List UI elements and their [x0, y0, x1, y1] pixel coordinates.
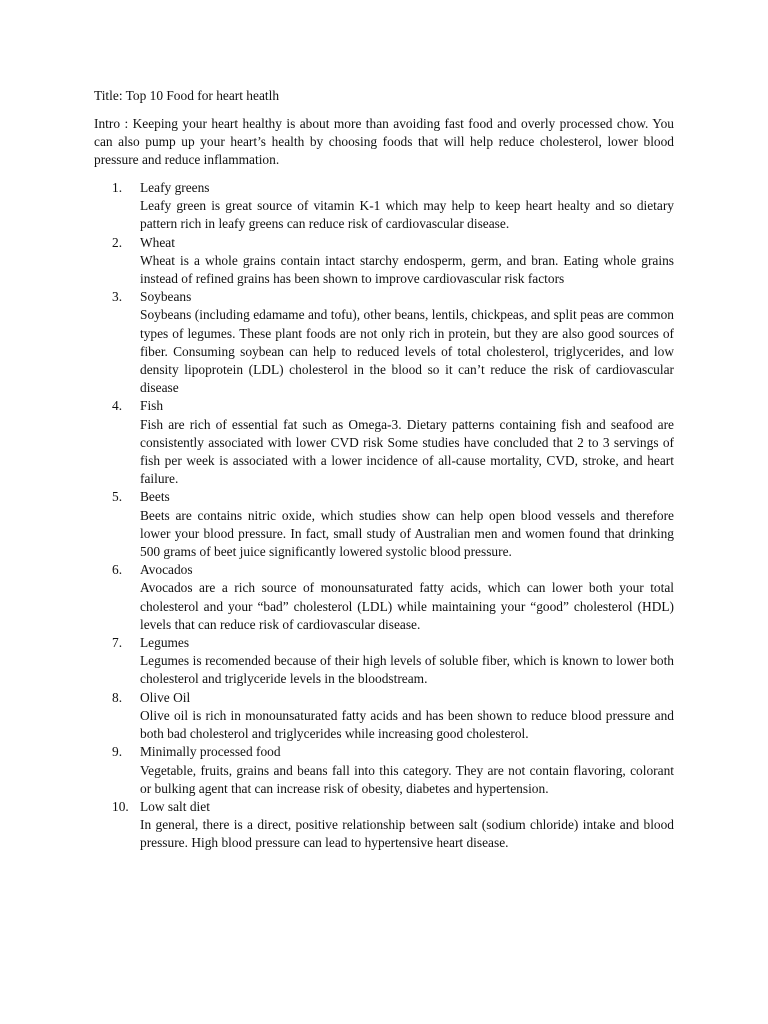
list-item — [94, 288, 674, 397]
list-item — [94, 798, 674, 853]
list-item — [94, 397, 674, 488]
list-item — [94, 561, 674, 634]
list-item-body: Vegetable, fruits, grains and beans fall into this category. They are not contain flavoring, colorant or bulking agent that can increase risk of obesity, diabetes and hypertension. — [140, 762, 674, 796]
list-item-title: Wheat — [140, 234, 175, 250]
list-item-title: Leafy greens — [140, 180, 210, 195]
list-item-title: Beets — [140, 489, 170, 505]
list-item-title: Soybeans — [140, 289, 192, 305]
list-item-body: Legumes is recomended because of their high levels of soluble fiber, which is known to lower both cholesterol and triglyceride levels in the bloodstream. — [140, 653, 674, 687]
intro-paragraph: Intro : Keeping your heart healthy is about more than avoiding fast food and overly processed chow. You can also pump up your heart’s health by choosing foods that will help reduce cholesterol, lower blood pressure and reduce inflammation. — [94, 116, 674, 168]
list-item-number: 10. — [112, 798, 129, 814]
list-item-title: Legumes — [140, 635, 190, 651]
list-item — [94, 234, 674, 289]
food-list — [94, 179, 674, 853]
list-item-number: 2. — [112, 234, 123, 250]
list-item-number: 3. — [112, 289, 123, 305]
list-item-body: Wheat is a whole grains contain intact starchy endosperm, germ, and bran. Eating whole grains instead of refined grains has been shown to improve cardiovascular risk factors — [140, 252, 674, 287]
list-item-body: Beets are contains nitric oxide, which studies show can help open blood vessels and therefore lower your blood pressure. In fact, small study of Australian men and women found that drinking 500 grams of beet juice significantly lowered systolic blood pressure. — [140, 507, 674, 560]
list-item-title: Minimally processed food — [140, 744, 281, 760]
list-item — [94, 179, 674, 234]
list-item — [94, 488, 674, 561]
list-item-number: 1. — [112, 180, 123, 195]
list-item-number: 7. — [112, 635, 123, 651]
list-item — [94, 743, 674, 798]
list-item-number: 6. — [112, 562, 123, 578]
list-item-number: 8. — [112, 689, 123, 705]
list-item-title: Olive Oil — [140, 689, 191, 705]
document-title: Title: Top 10 Food for heart heatlh — [94, 88, 280, 103]
list-item-body: Leafy green is great source of vitamin K-1 which may help to keep heart healty and so dietary pattern rich in leafy greens can reduce risk of cardiovascular disease. — [140, 198, 674, 232]
list-item-number: 5. — [112, 489, 123, 505]
list-item-title: Low salt diet — [140, 798, 210, 814]
list-item-number: 9. — [112, 744, 123, 760]
list-item-body: Fish are rich of essential fat such as Omega-3. Dietary patterns containing fish and seafood are consistently associated with lower CVD risk Some studies have concluded that 2 to 3 servings of fish per week is associated with a lower incidence of all-cause mortality, CVD, stroke, and heart failure. — [140, 416, 674, 487]
list-item-title: Avocados — [140, 562, 193, 578]
list-item-body: In general, there is a direct, positive relationship between salt (sodium chloride) intake and blood pressure. High blood pressure can lead to hypertensive heart disease. — [140, 817, 674, 851]
list-item-body: Avocados are a rich source of monounsaturated fatty acids, which can lower both your total cholesterol and your “bad” cholesterol (LDL) while maintaining your “good” cholesterol (HDL) levels that can reduce risk of cardiovascular disease. — [140, 580, 674, 632]
list-item — [94, 689, 674, 744]
list-item-body: Soybeans (including edamame and tofu), other beans, lentils, chickpeas, and split peas are common types of legumes. These plant foods are not only rich in protein, but they are also good sources of fiber. Consuming soybean can help to reduced levels of total cholesterol, triglycerides, and low density lipoprotein (LDL) cholesterol in the blood so it can’t reduce the risk of cardiovascular disease — [140, 307, 674, 396]
list-item-title: Fish — [140, 398, 164, 414]
list-item-number: 4. — [112, 398, 123, 414]
list-item — [94, 634, 674, 689]
list-item-body: Olive oil is rich in monounsaturated fatty acids and has been shown to reduce blood pressure and both bad cholesterol and triglycerides while increasing good cholesterol. — [140, 707, 674, 742]
